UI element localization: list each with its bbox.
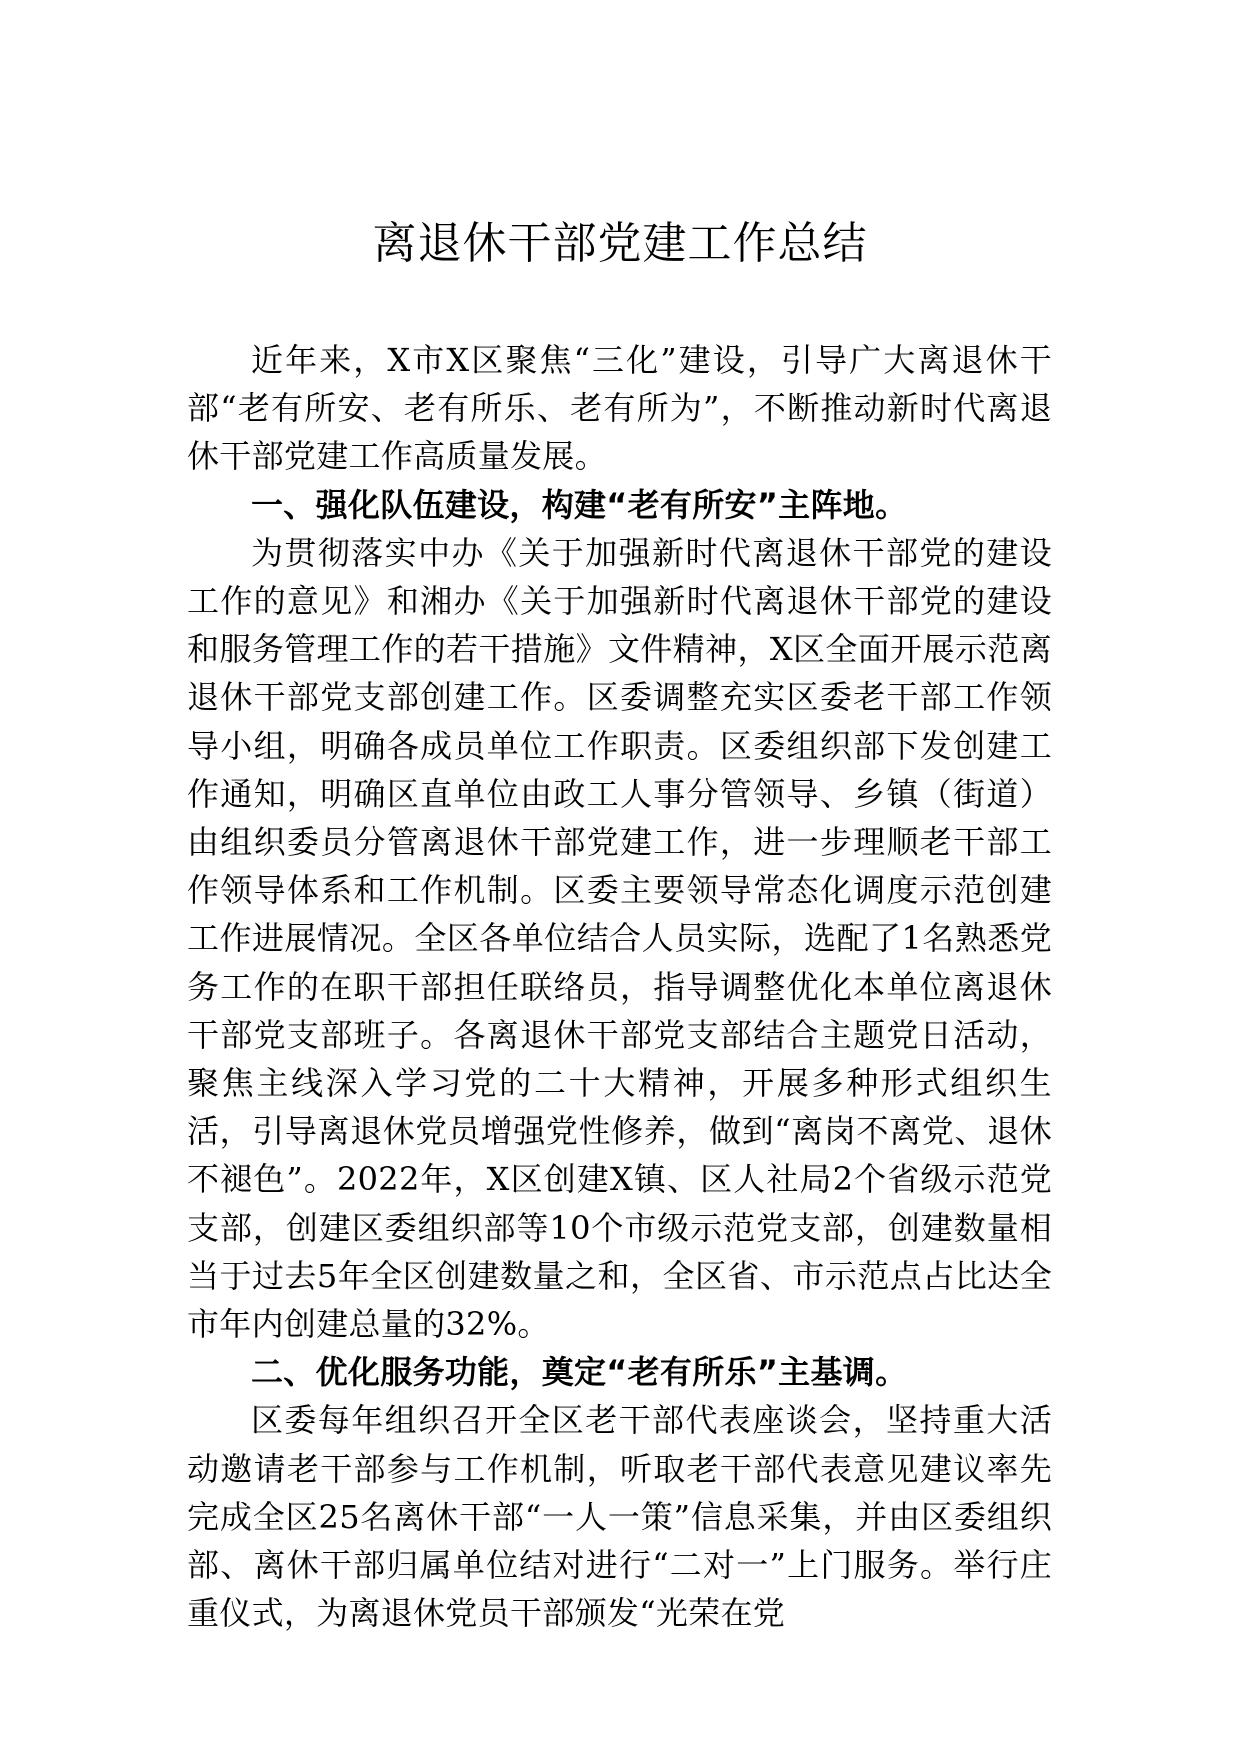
paragraph-section-1: 为贯彻落实中办《关于加强新时代离退休干部党的建设工作的意见》和湘办《关于加强新时代离退休干部党的建设和服务管理工作的若干措施》文件精神，X区全面开展示范离退休干部党支部创建工作。区委调整充实区委老干部工作领导小组，明确各成员单位工作职责。区委组织部下发创建工作通知，明确区直单位由政工人事分管领导、乡镇（街道）由组织委员分管离退休干部党建工作，进一步理顺老干部工作领导体系和工作机制。区委主要领导常态化调度示范创建工作进展情况。全区各单位结合人员实际，选配了1名熟悉党务工作的在职干部担任联络员，指导调整优化本单位离退休干部党支部班子。各离退休干部党支部结合主题党日活动，聚焦主线深入学习党的二十大精神，开展多种形式组织生活，引导离退休党员增强党性修养，做到“离岗不离党、退休不褪色”。2022年，X区创建X镇、区人社局2个省级示范党支部，创建区委组织部等10个市级示范党支部，创建数量相当于过去5年全区创建数量之和，全区省、市示范点占比达全市年内创建总量的32%。 xyxy=(187,533,1052,1344)
paragraph-section-2: 区委每年组织召开全区老干部代表座谈会，坚持重大活动邀请老干部参与工作机制，听取老干部代表意见建议率先完成全区25名离休干部“一人一策”信息采集，并由区委组织部、离休干部归属单位结对进行“二对一”上门服务。举行庄重仪式，为离退休党员干部颁发“光荣在党 xyxy=(187,1401,1052,1633)
document-body xyxy=(187,336,1052,1637)
document-title: 离退休干部党建工作总结 xyxy=(372,218,868,269)
section-heading-2: 二、优化服务功能，奠定“老有所乐”主基调。 xyxy=(251,1353,908,1392)
section-heading-1: 一、强化队伍建设，构建“老有所安”主阵地。 xyxy=(251,485,908,524)
paragraph-intro: 近年来，X市X区聚焦“三化”建设，引导广大离退休干部“老有所安、老有所乐、老有所为”，不断推动新时代离退休干部党建工作高质量发展。 xyxy=(187,341,1052,476)
